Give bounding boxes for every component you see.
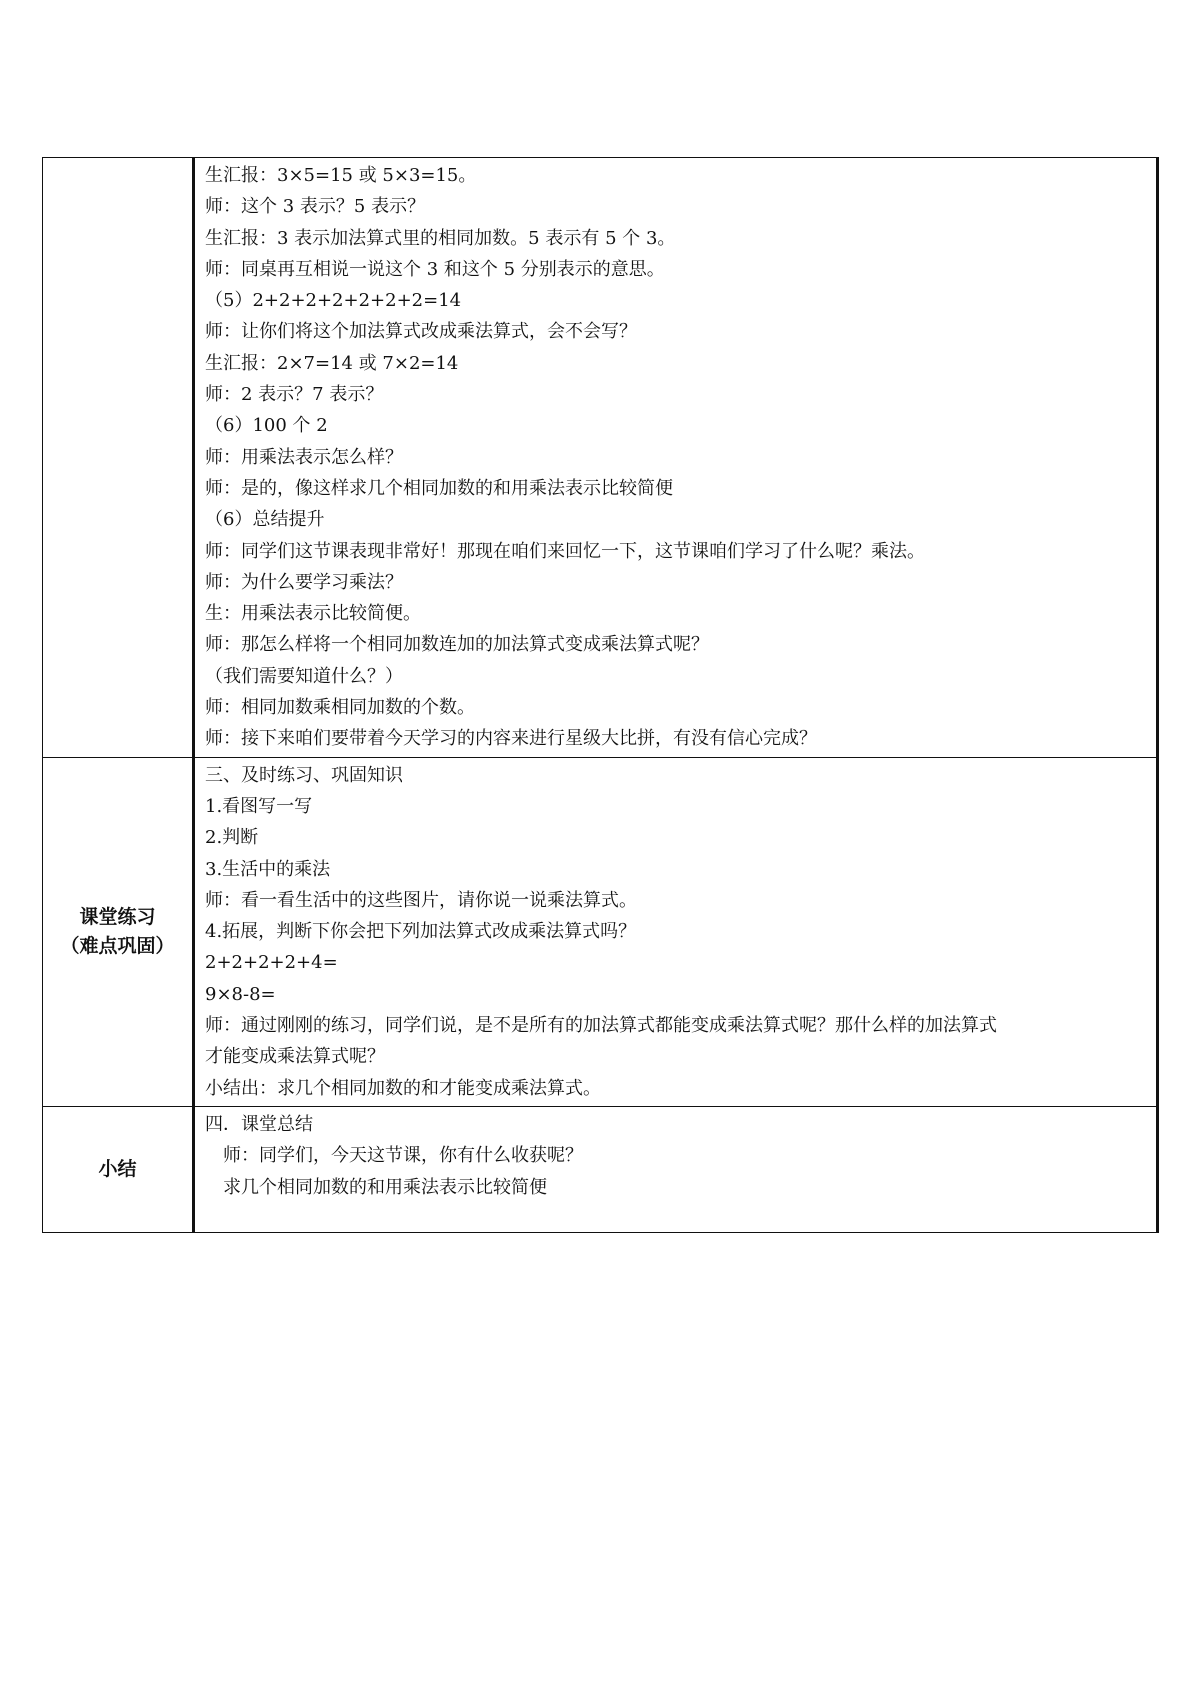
body-line: 3.生活中的乘法 bbox=[205, 858, 331, 880]
body-line: 小结出：求几个相同加数的和才能变成乘法算式。 bbox=[205, 1077, 601, 1099]
table-row-teaching-process bbox=[43, 158, 1158, 758]
section-label-line: （难点巩固） bbox=[60, 934, 175, 957]
body-line: 2.判断 bbox=[205, 827, 259, 849]
body-line: 求几个相同加数的和用乘法表示比较简便 bbox=[223, 1176, 547, 1198]
body-line: （我们需要知道什么？） bbox=[205, 665, 403, 687]
body-line: （5）2+2+2+2+2+2+2=14 bbox=[205, 290, 462, 312]
body-line: （6）100 个 2 bbox=[205, 415, 328, 437]
body-line: 师：那怎么样将一个相同加数连加的加法算式变成乘法算式呢？ bbox=[205, 634, 709, 656]
body-line: 师：这个 3 表示？5 表示？ bbox=[205, 196, 426, 218]
body-line: 4.拓展，判断下你会把下列加法算式改成乘法算式吗？ bbox=[205, 921, 637, 943]
lesson-plan-table bbox=[42, 157, 1159, 1233]
section-label-line: 课堂练习 bbox=[79, 905, 156, 928]
body-line: 师：让你们将这个加法算式改成乘法算式，会不会写？ bbox=[205, 321, 637, 343]
body-line: 师：通过刚刚的练习，同学们说，是不是所有的加法算式都能变成乘法算式呢？那什么样的加法算式 bbox=[205, 1015, 997, 1037]
body-line: 师：用乘法表示怎么样？ bbox=[205, 446, 403, 468]
body-line: 三、及时练习、巩固知识 bbox=[205, 764, 403, 786]
body-line: 生汇报：2×7=14 或 7×2=14 bbox=[205, 352, 459, 374]
body-line: 生：用乘法表示比较简便。 bbox=[205, 603, 421, 625]
body-line: 师：同学们，今天这节课，你有什么收获呢？ bbox=[223, 1145, 583, 1167]
body-line: 1.看图写一写 bbox=[205, 795, 313, 817]
section-label-empty bbox=[43, 158, 194, 758]
body-line: 师：接下来咱们要带着今天学习的内容来进行星级大比拼，有没有信心完成？ bbox=[205, 728, 817, 750]
section-body-teaching-process bbox=[194, 158, 1158, 758]
section-label-line: 小结 bbox=[98, 1157, 137, 1180]
body-line: 师：同学们这节课表现非常好！那现在咱们来回忆一下，这节课咱们学习了什么呢？乘法。 bbox=[205, 540, 925, 562]
body-line: 师：为什么要学习乘法？ bbox=[205, 571, 403, 593]
body-line: 师：是的，像这样求几个相同加数的和用乘法表示比较简便 bbox=[205, 477, 673, 499]
section-body-summary bbox=[194, 1106, 1158, 1232]
body-line: （6）总结提升 bbox=[205, 509, 325, 531]
body-line: 师：2 表示？7 表示？ bbox=[205, 384, 384, 406]
body-line: 2+2+2+2+4= bbox=[205, 952, 338, 974]
body-line: 生汇报：3×5=15 或 5×3=15。 bbox=[205, 165, 477, 186]
section-label-summary bbox=[43, 1106, 194, 1232]
body-line: 师：相同加数乘相同加数的个数。 bbox=[205, 697, 475, 719]
body-line: 四．课堂总结 bbox=[205, 1113, 313, 1135]
body-line: 师：同桌再互相说一说这个 3 和这个 5 分别表示的意思。 bbox=[205, 258, 665, 280]
table-row-summary bbox=[43, 1106, 1158, 1232]
section-body-classroom-practice bbox=[194, 757, 1158, 1106]
body-line: 才能变成乘法算式呢？ bbox=[205, 1046, 385, 1068]
body-line: 9×8-8= bbox=[205, 983, 276, 1005]
table-row-classroom-practice bbox=[43, 757, 1158, 1106]
section-label-classroom-practice bbox=[43, 757, 194, 1106]
body-line: 师：看一看生活中的这些图片，请你说一说乘法算式。 bbox=[205, 889, 637, 911]
body-line: 生汇报：3 表示加法算式里的相同加数。5 表示有 5 个 3。 bbox=[205, 227, 676, 249]
